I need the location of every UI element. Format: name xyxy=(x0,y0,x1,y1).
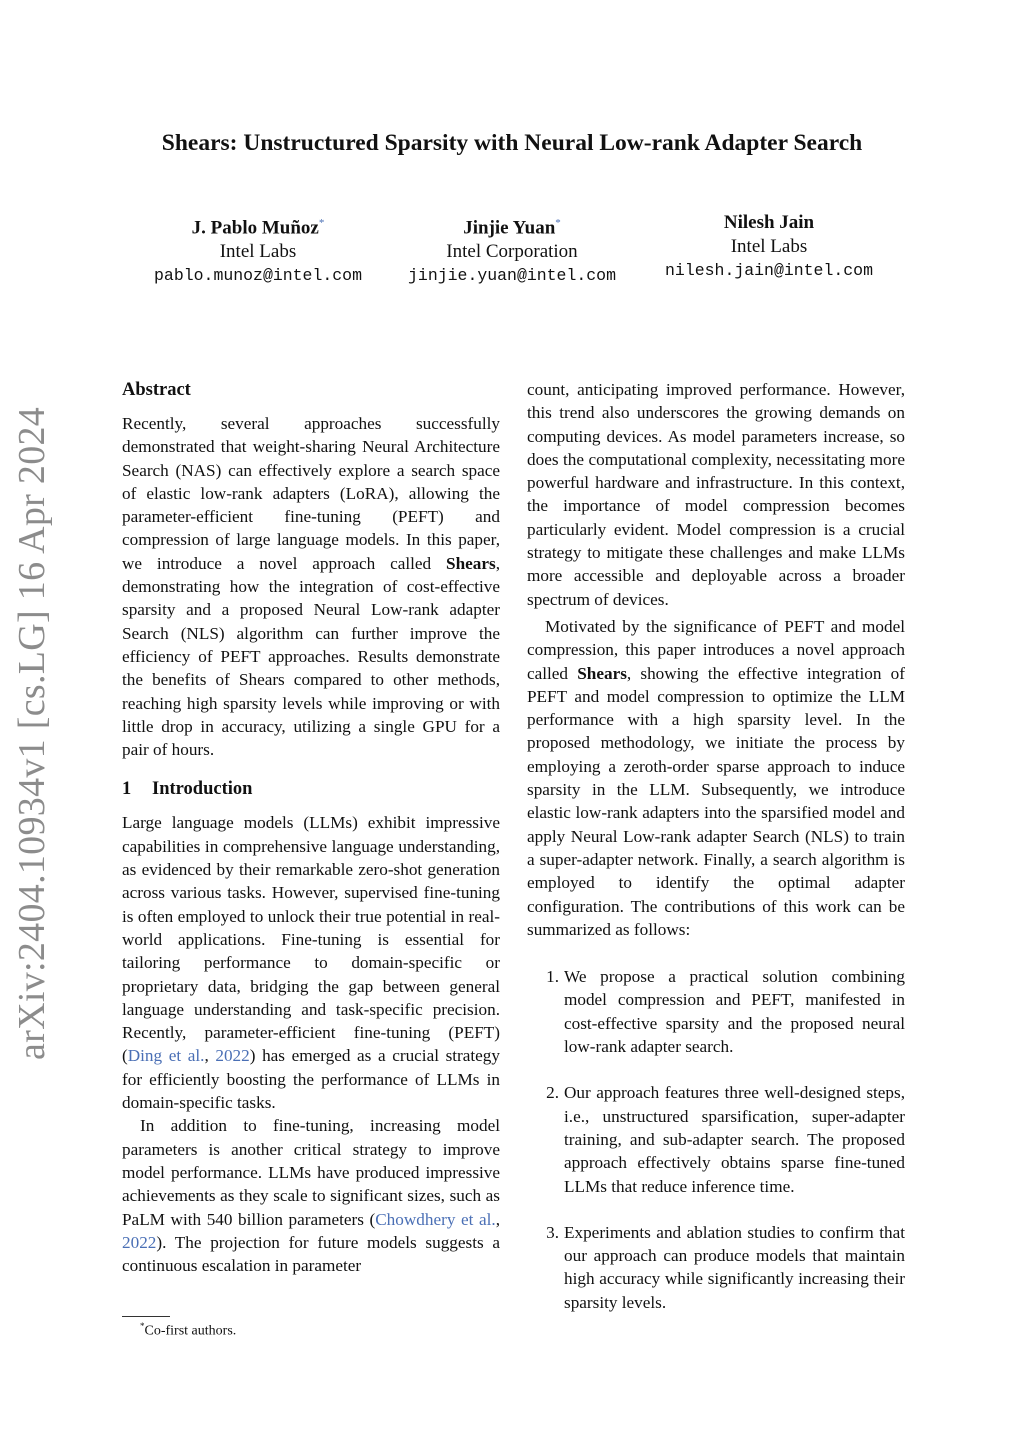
arxiv-id-text: arXiv:2404.10934v1 [cs.LG] 16 Apr 2024 xyxy=(11,406,53,1060)
contributions-list xyxy=(527,965,905,1314)
citation-link[interactable]: Chowdhery et al. xyxy=(375,1209,496,1229)
author-block xyxy=(639,211,899,283)
shears-bold: Shears xyxy=(446,553,496,573)
author-affiliation: Intel Corporation xyxy=(446,241,578,263)
list-item: 2. Our approach features three well-designed steps, i.e., unstructured sparsification, super-adapter training, and sub-adapter search. The proposed approach effectively obtains sparse fine-tuned LLMs that reduce inference time. xyxy=(546,1083,905,1196)
author-name: Jinjie Yuan xyxy=(463,217,556,239)
author-email: jinjie.yuan@intel.com xyxy=(408,266,616,286)
intro-paragraph-1: Large language models (LLMs) exhibit impressive capabilities in comprehensive language understanding, as evidenced by their remarkable zero-shot generation across various tasks. However, supervised fine-tuning is often employed to unlock their true potential in real-world applications. Fine-tuning is essential for tailoring performance to domain-specific or proprietary data, bridging the gap between general language understanding and task-specific precision. Recently, parameter-efficient fine-tuning (PEFT) (Ding et al., 2022) has emerged as a crucial strategy for efficiently boosting the performance of LLMs in domain-specific tasks. xyxy=(122,813,500,1113)
author-affiliation: Intel Labs xyxy=(730,236,808,257)
left-column xyxy=(122,378,500,1277)
author-mark: * xyxy=(318,217,325,229)
author-block xyxy=(382,211,642,288)
section-number: 1 xyxy=(122,779,132,800)
section-title: Introduction xyxy=(152,779,253,800)
right-column xyxy=(527,378,905,1337)
footnote xyxy=(140,1317,236,1341)
author-email: pablo.munoz@intel.com xyxy=(154,266,362,286)
intro-paragraph-2: In addition to fine-tuning, increasing model parameters is another critical strategy to improve model performance. LLMs have produced impressive achievements as they scale to significant sizes, such as PaLM with 540 billion parameters (Chowdhery et al., 2022). The projection for future models suggests a continuous escalation in parameter xyxy=(122,1116,500,1276)
citation-link[interactable]: Ding et al. xyxy=(127,1046,205,1066)
abstract-heading: Abstract xyxy=(122,380,191,400)
arxiv-identifier xyxy=(10,406,80,1130)
list-item: 1. We propose a practical solution combining model compression and PEFT, manifested in cost-effective sparsity and the proposed neural low-rank adapter search. xyxy=(546,967,905,1057)
intro-paragraph-3: Motivated by the significance of PEFT and model compression, this paper introduces a novel approach called Shears, showing the effective integration of PEFT and model compression to optimize the LLM performance with a high sparsity level. In the proposed methodology, we initiate the process by employing a zeroth-order sparse approach to induce sparsity in the LLM. Subsequently, we introduce elastic low-rank adapters into the sparsified model and apply Neural Low-rank adapter Search (NLS) to train a super-adapter network. Finally, a search algorithm is employed to identify the optimal adapter configuration. The contributions of this work can be summarized as follows: xyxy=(527,616,905,939)
abstract-text: Recently, several approaches successfully demonstrated that weight-sharing Neural Architecture Search (NAS) can effectively explore a search space of elastic low-rank adapters (LoRA), allowing the parameter-efficient fine-tuning (PEFT) and compression of large language models. In this paper, we introduce a novel approach called Shears, demonstrating how the integration of cost-effective sparsity and a proposed Neural Low-rank adapter Search (NLS) algorithm can further improve the efficiency of PEFT approaches. Results demonstrate the benefits of Shears compared to other methods, reaching high sparsity levels while improving or with little drop in accuracy, utilizing a single GPU for a pair of hours. xyxy=(122,414,500,760)
author-email: nilesh.jain@intel.com xyxy=(665,261,873,280)
author-mark: * xyxy=(555,217,561,229)
author-affiliation: Intel Labs xyxy=(219,241,297,263)
footnote-mark: * xyxy=(140,1321,145,1331)
author-name: J. Pablo Muñoz xyxy=(191,217,319,239)
intro-paragraph-2-continued: count, anticipating improved performance. However, this trend also underscores the growing demands on computing devices. As model parameters increase, so does the computational complexity, necessitating more powerful hardware and infrastructure. In this context, the importance of model compression becomes particularly evident. Model compression is a crucial strategy to mitigate these challenges and make LLMs more accessible and deployable across a broader spectrum of devices. xyxy=(527,380,905,609)
list-item: 3. Experiments and ablation studies to confirm that our approach can produce models that maintain high accuracy while significantly increasing their sparsity levels. xyxy=(546,1222,905,1312)
author-block xyxy=(128,211,388,288)
citation-year-link[interactable]: 2022 xyxy=(215,1046,250,1066)
footnote-text: Co-first authors. xyxy=(144,1323,237,1339)
author-name: Nilesh Jain xyxy=(723,212,815,233)
section-heading xyxy=(122,777,500,801)
citation-year-link[interactable]: 2022 xyxy=(122,1232,157,1252)
shears-bold: Shears xyxy=(577,663,627,683)
paper-title: Shears: Unstructured Sparsity with Neural Low-rank Adapter Search xyxy=(161,130,863,156)
